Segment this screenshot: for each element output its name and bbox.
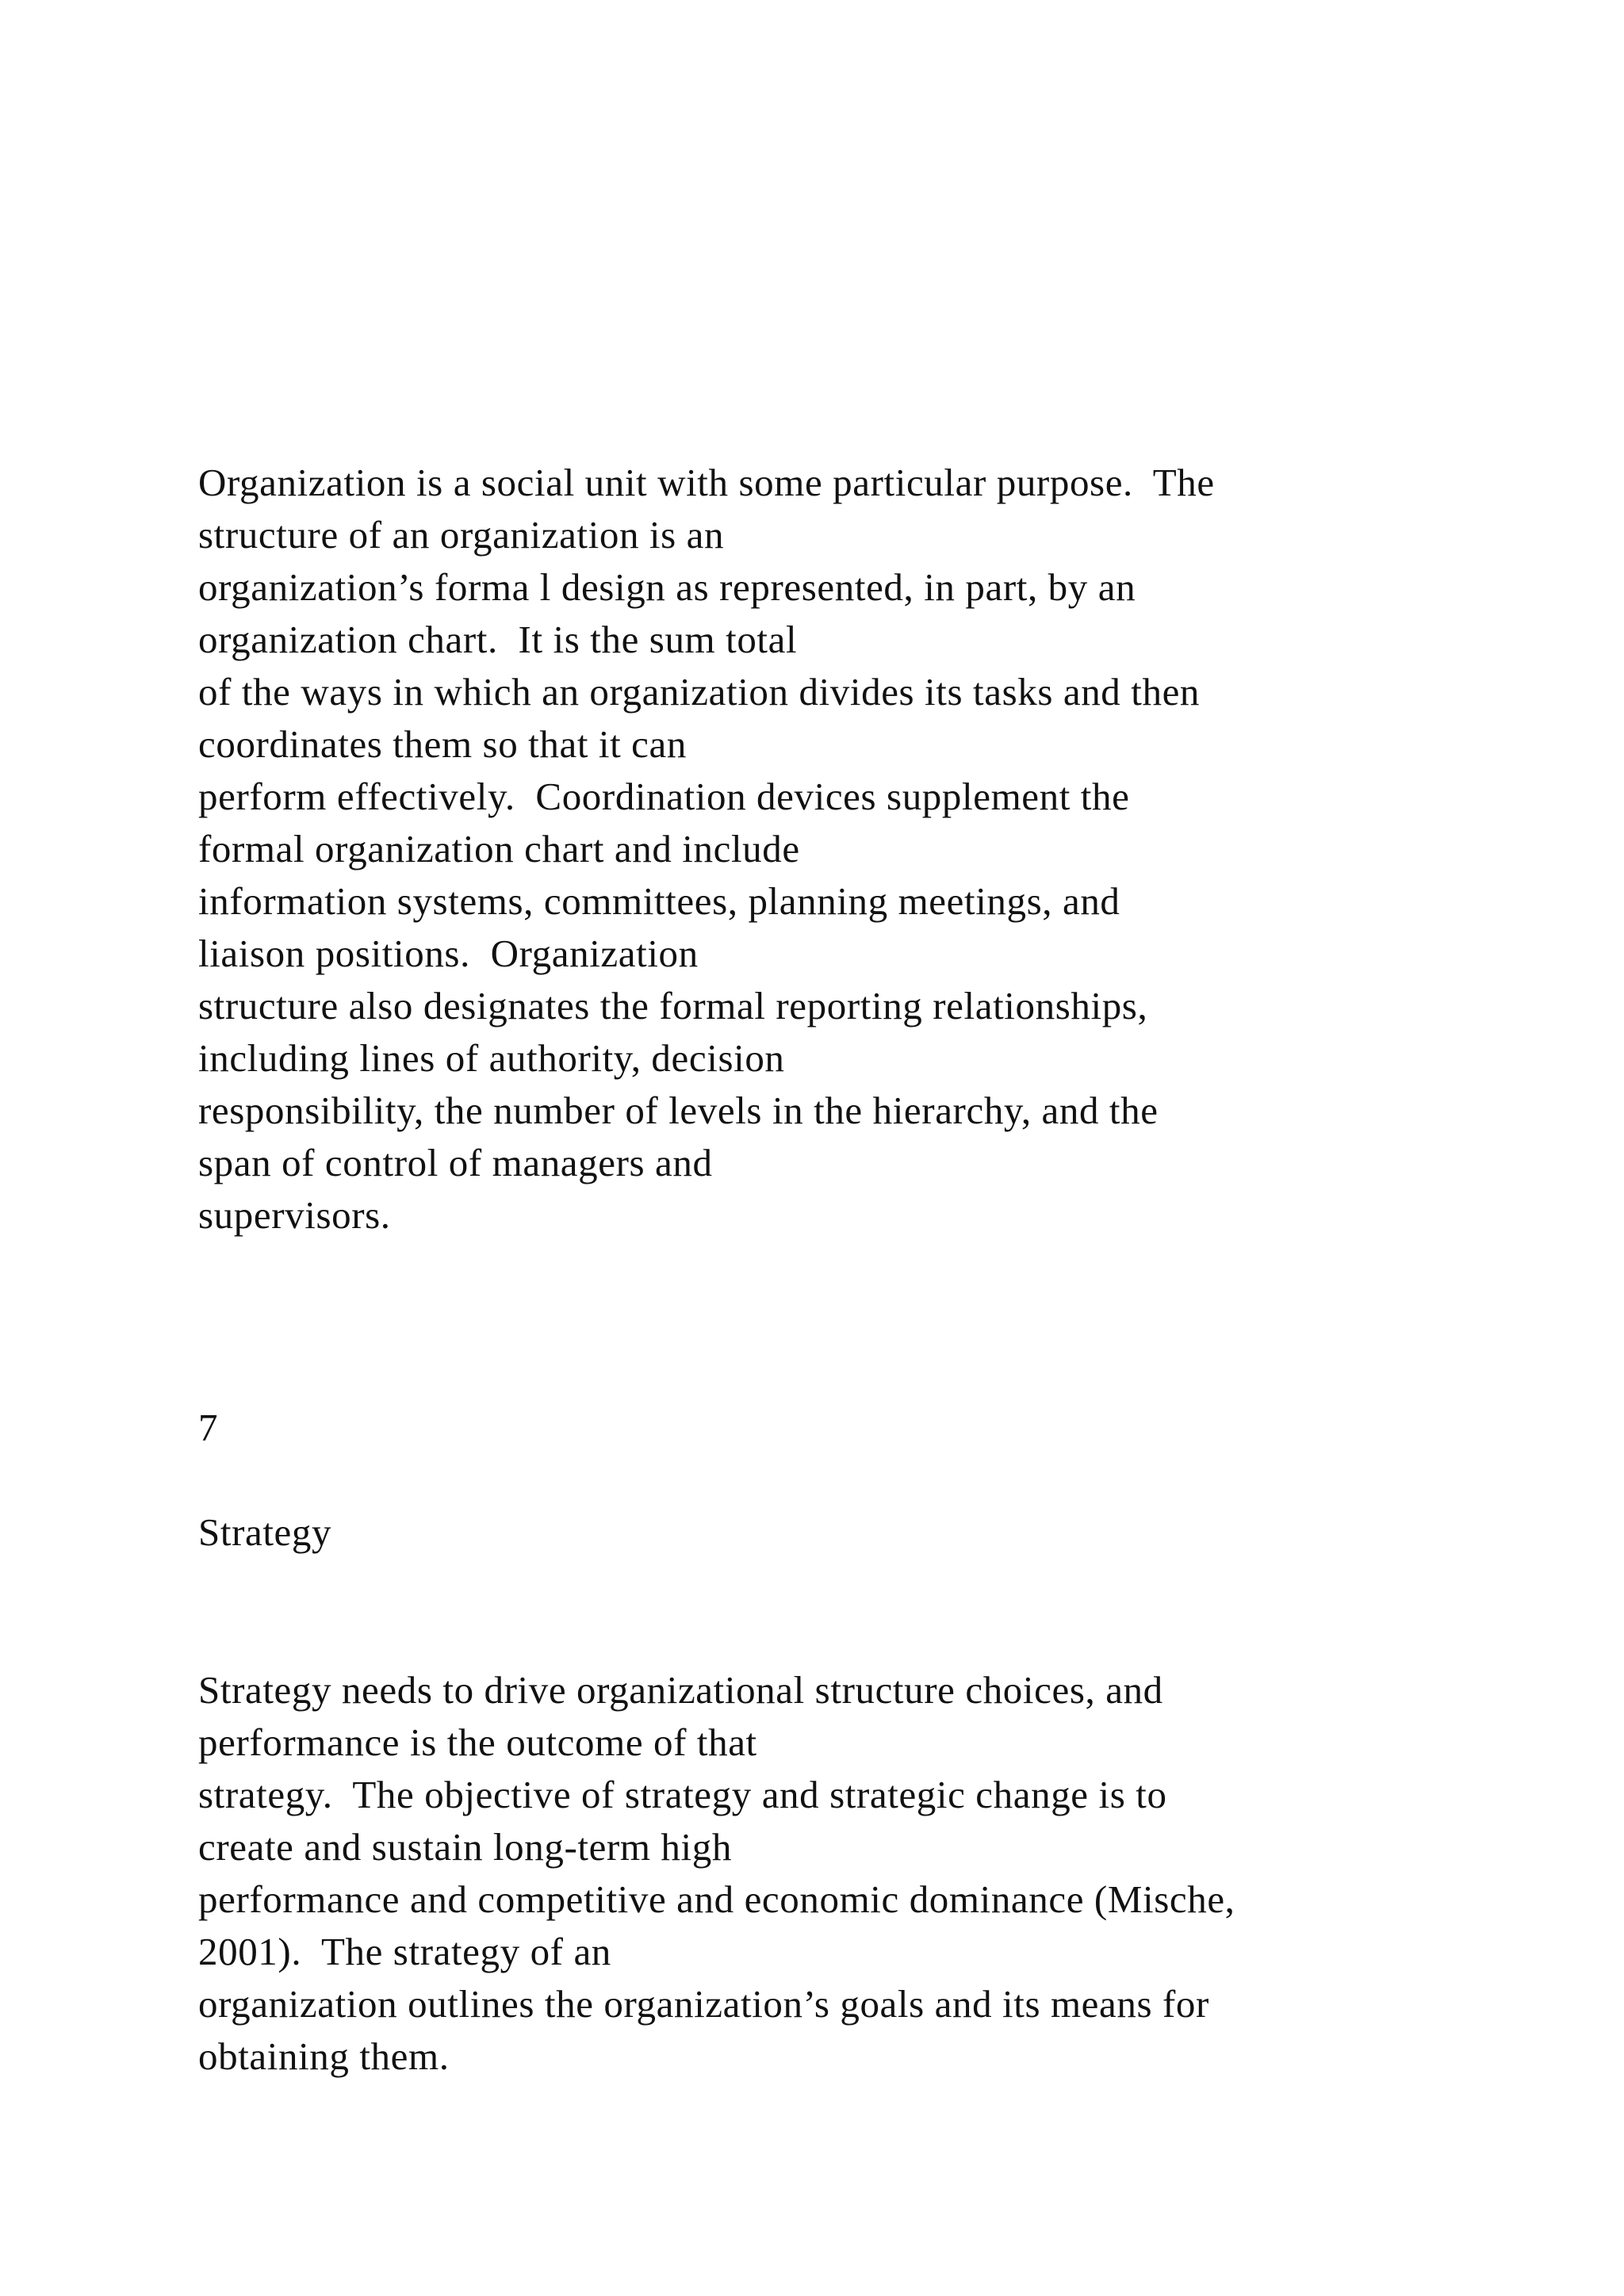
text-line: formal organization chart and include (198, 827, 800, 871)
text-line: organization chart. It is the sum total (198, 618, 798, 661)
text-line: create and sustain long-term high (198, 1825, 732, 1869)
text-line: including lines of authority, decision (198, 1036, 785, 1080)
text-line: structure also designates the formal reporting relationships, (198, 984, 1148, 1027)
text-line: of the ways in which an organization divides its tasks and then (198, 670, 1201, 714)
page-number (198, 1402, 1467, 1454)
text-line: organization outlines the organization’s goals and its means for (198, 1982, 1209, 2026)
text-line: responsibility, the number of levels in the hierarchy, and the (198, 1089, 1159, 1132)
text-line: organization’s forma l design as represented, in part, by an (198, 565, 1136, 609)
text-line: Strategy needs to drive organizational structure choices, and (198, 1668, 1163, 1712)
text-line: Organization is a social unit with some particular purpose. The (198, 461, 1215, 504)
paragraph-strategy (198, 1664, 1467, 2083)
page-number-text: 7 (198, 1406, 219, 1449)
text-line: structure of an organization is an (198, 513, 725, 557)
text-line: liaison positions. Organization (198, 932, 699, 975)
text-line: obtaining them. (198, 2034, 450, 2078)
section-heading (198, 1506, 1467, 1559)
text-line: coordinates them so that it can (198, 722, 687, 766)
text-line: span of control of managers and (198, 1141, 713, 1184)
text-line: supervisors. (198, 1193, 391, 1237)
text-line: 2001). The strategy of an (198, 1930, 611, 1973)
section-heading-text: Strategy (198, 1510, 332, 1554)
text-line: strategy. The objective of strategy and strategic change is to (198, 1773, 1167, 1816)
text-line: perform effectively. Coordination devices supplement the (198, 775, 1130, 818)
text-line: information systems, committees, planning meetings, and (198, 879, 1120, 923)
paragraph-organization-structure (198, 457, 1467, 1242)
text-line: performance and competitive and economic dominance (Mische, (198, 1877, 1235, 1921)
text-line: performance is the outcome of that (198, 1720, 757, 1764)
